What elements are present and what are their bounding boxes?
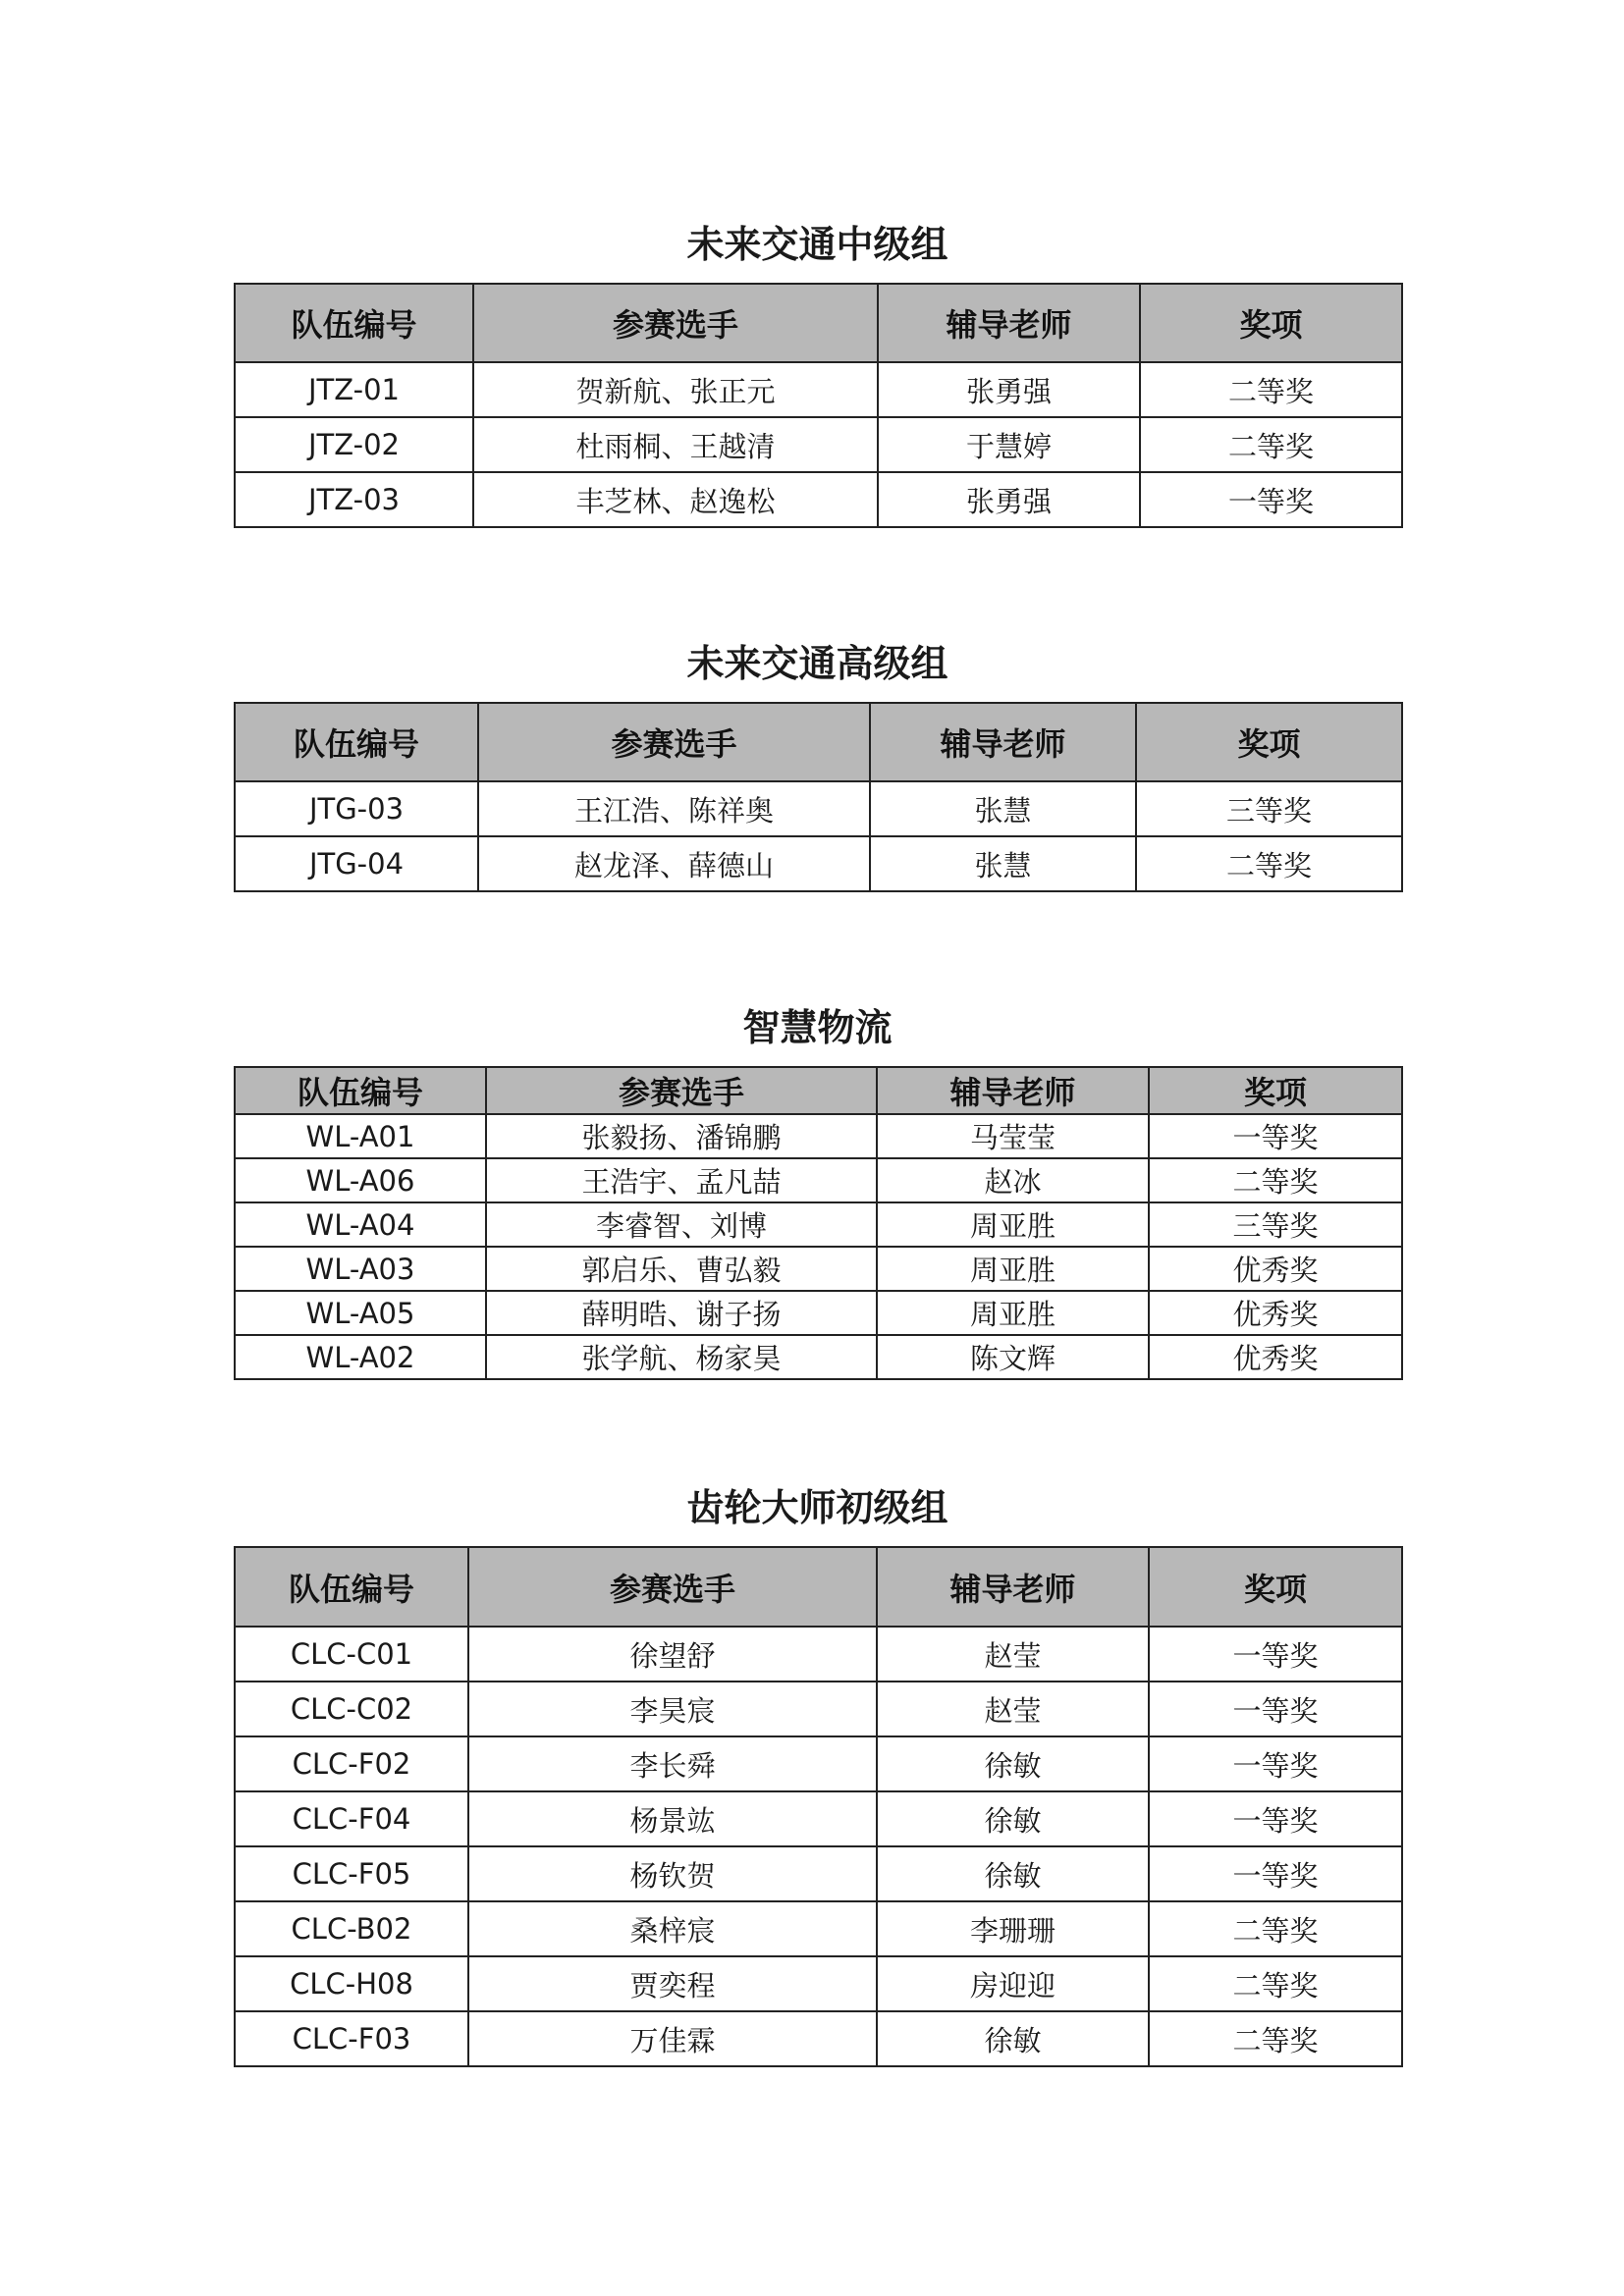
coach: 徐敏: [877, 1791, 1149, 1846]
award: 优秀奖: [1149, 1291, 1402, 1335]
header-coach: 辅导老师: [877, 1547, 1149, 1627]
results-table: [234, 1546, 1403, 2067]
header-team-id: 队伍编号: [235, 1067, 486, 1114]
table-row: [235, 1846, 1402, 1901]
contestants: 徐望舒: [468, 1627, 877, 1682]
team-id: JTZ-01: [235, 362, 473, 417]
table-header-row: [235, 1067, 1402, 1114]
table-row: [235, 2011, 1402, 2066]
table-row: [235, 1627, 1402, 1682]
coach: 周亚胜: [877, 1247, 1149, 1291]
contestants: 薛明晧、谢子扬: [486, 1291, 877, 1335]
contestants: 张毅扬、潘锦鹏: [486, 1114, 877, 1158]
section-title: 齿轮大师初级组: [686, 1486, 948, 1529]
contestants: 桑梓宸: [468, 1901, 877, 1956]
header-award: 奖项: [1136, 703, 1402, 781]
award: 二等奖: [1149, 1158, 1402, 1202]
contestants: 杨景竑: [468, 1791, 877, 1846]
table-row: [235, 1736, 1402, 1791]
section-title: 智慧物流: [742, 1006, 893, 1049]
coach: 房迎迎: [877, 1956, 1149, 2011]
contestants: 张学航、杨家昊: [486, 1335, 877, 1379]
header-coach: 辅导老师: [878, 284, 1140, 362]
award: 一等奖: [1149, 1791, 1402, 1846]
table-row: [235, 1682, 1402, 1736]
coach: 徐敏: [877, 1846, 1149, 1901]
table-header-row: [235, 703, 1402, 781]
team-id: CLC-C01: [235, 1627, 468, 1682]
contestants: 贺新航、张正元: [473, 362, 878, 417]
coach: 张勇强: [878, 472, 1140, 527]
coach: 张慧: [870, 781, 1136, 836]
team-id: JTZ-02: [235, 417, 473, 472]
results-table: [234, 283, 1403, 528]
award: 一等奖: [1140, 472, 1402, 527]
table-row: [235, 836, 1402, 891]
team-id: JTG-04: [235, 836, 478, 891]
contestants: 王浩宇、孟凡喆: [486, 1158, 877, 1202]
table-row: [235, 1202, 1402, 1247]
award: 二等奖: [1149, 1901, 1402, 1956]
contestants: 杨钦贺: [468, 1846, 877, 1901]
header-contestants: 参赛选手: [473, 284, 878, 362]
table-row: [235, 1335, 1402, 1379]
header-contestants: 参赛选手: [486, 1067, 877, 1114]
contestants: 李长舜: [468, 1736, 877, 1791]
contestants: 万佳霖: [468, 2011, 877, 2066]
contestants: 杜雨桐、王越清: [473, 417, 878, 472]
header-contestants: 参赛选手: [468, 1547, 877, 1627]
header-award: 奖项: [1140, 284, 1402, 362]
award: 一等奖: [1149, 1114, 1402, 1158]
section-title: 未来交通中级组: [686, 223, 948, 266]
coach: 徐敏: [877, 2011, 1149, 2066]
award: 一等奖: [1149, 1846, 1402, 1901]
award: 二等奖: [1136, 836, 1402, 891]
contestants: 赵龙泽、薛德山: [478, 836, 870, 891]
team-id: CLC-F03: [235, 2011, 468, 2066]
team-id: WL-A03: [235, 1247, 486, 1291]
coach: 赵莹: [877, 1682, 1149, 1736]
table-header-row: [235, 1547, 1402, 1627]
table-row: [235, 1114, 1402, 1158]
header-contestants: 参赛选手: [478, 703, 870, 781]
table-row: [235, 1158, 1402, 1202]
results-table: [234, 1066, 1403, 1380]
coach: 陈文辉: [877, 1335, 1149, 1379]
award: 优秀奖: [1149, 1247, 1402, 1291]
coach: 于慧婷: [878, 417, 1140, 472]
table-row: [235, 362, 1402, 417]
award: 二等奖: [1149, 1956, 1402, 2011]
header-award: 奖项: [1149, 1067, 1402, 1114]
contestants: 贾奕程: [468, 1956, 877, 2011]
team-id: CLC-F04: [235, 1791, 468, 1846]
contestants: 李睿智、刘博: [486, 1202, 877, 1247]
header-coach: 辅导老师: [877, 1067, 1149, 1114]
coach: 赵冰: [877, 1158, 1149, 1202]
table-row: [235, 1901, 1402, 1956]
coach: 徐敏: [877, 1736, 1149, 1791]
award: 一等奖: [1149, 1682, 1402, 1736]
header-team-id: 队伍编号: [235, 703, 478, 781]
table-row: [235, 1247, 1402, 1291]
coach: 周亚胜: [877, 1202, 1149, 1247]
award: 一等奖: [1149, 1736, 1402, 1791]
team-id: WL-A01: [235, 1114, 486, 1158]
team-id: WL-A05: [235, 1291, 486, 1335]
table-header-row: [235, 284, 1402, 362]
award: 优秀奖: [1149, 1335, 1402, 1379]
coach: 赵莹: [877, 1627, 1149, 1682]
team-id: CLC-C02: [235, 1682, 468, 1736]
table-row: [235, 472, 1402, 527]
coach: 张慧: [870, 836, 1136, 891]
award: 三等奖: [1149, 1202, 1402, 1247]
results-table: [234, 702, 1403, 892]
contestants: 丰芝林、赵逸松: [473, 472, 878, 527]
table-row: [235, 1791, 1402, 1846]
coach: 周亚胜: [877, 1291, 1149, 1335]
header-award: 奖项: [1149, 1547, 1402, 1627]
award: 二等奖: [1140, 362, 1402, 417]
contestants: 李昊宸: [468, 1682, 877, 1736]
table-row: [235, 1291, 1402, 1335]
table-row: [235, 417, 1402, 472]
header-team-id: 队伍编号: [235, 1547, 468, 1627]
header-coach: 辅导老师: [870, 703, 1136, 781]
header-team-id: 队伍编号: [235, 284, 473, 362]
team-id: WL-A02: [235, 1335, 486, 1379]
table-row: [235, 781, 1402, 836]
coach: 张勇强: [878, 362, 1140, 417]
award: 二等奖: [1140, 417, 1402, 472]
team-id: JTZ-03: [235, 472, 473, 527]
team-id: WL-A06: [235, 1158, 486, 1202]
team-id: CLC-H08: [235, 1956, 468, 2011]
section-title: 未来交通高级组: [686, 642, 948, 685]
table-row: [235, 1956, 1402, 2011]
team-id: WL-A04: [235, 1202, 486, 1247]
coach: 马莹莹: [877, 1114, 1149, 1158]
team-id: CLC-F05: [235, 1846, 468, 1901]
team-id: CLC-F02: [235, 1736, 468, 1791]
coach: 李珊珊: [877, 1901, 1149, 1956]
award: 三等奖: [1136, 781, 1402, 836]
award: 一等奖: [1149, 1627, 1402, 1682]
award: 二等奖: [1149, 2011, 1402, 2066]
team-id: CLC-B02: [235, 1901, 468, 1956]
contestants: 王江浩、陈祥奥: [478, 781, 870, 836]
team-id: JTG-03: [235, 781, 478, 836]
contestants: 郭启乐、曹弘毅: [486, 1247, 877, 1291]
